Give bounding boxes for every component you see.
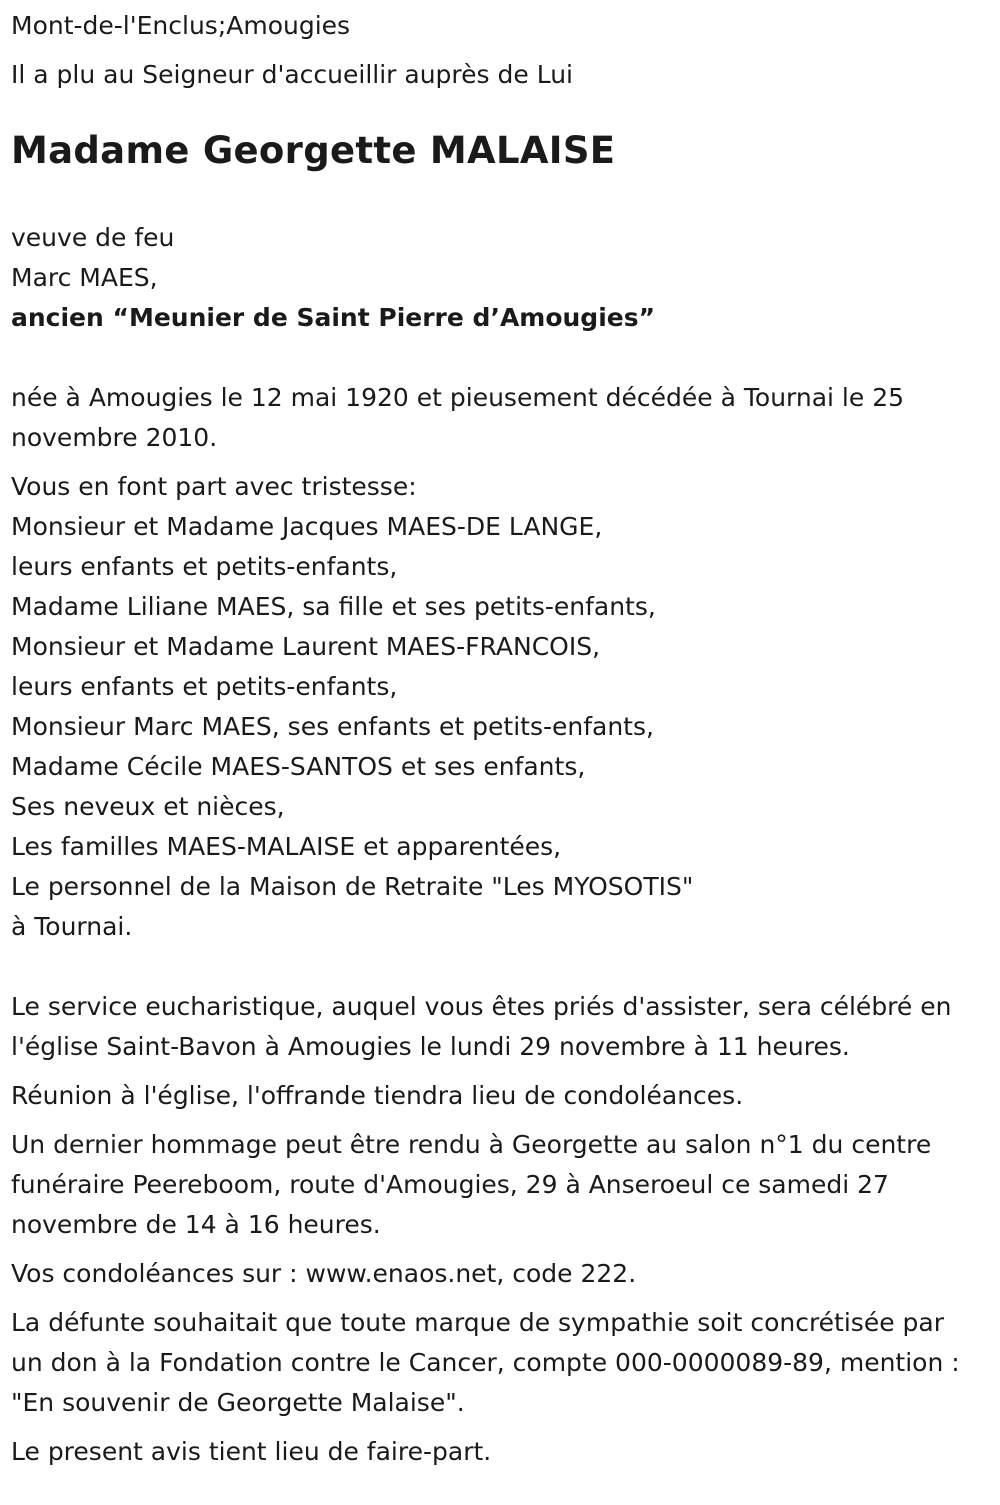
- announce-line: Vous en font part avec tristesse:: [11, 472, 417, 501]
- hommage-paragraph: Un dernier hommage peut être rendu à Georgette au salon n°1 du centre funéraire Peereboom, route d'Amougies, 29 à Anseroeul ce samedi 27 novembre de 14 à 16 heures.: [11, 1130, 932, 1239]
- donation-paragraph: La défunte souhaitait que toute marque de sympathie soit concrétisée par un don à la Fondation contre le Cancer, compte 000-0000089-89, mention : "En souvenir de Georgette Malaise".: [11, 1308, 960, 1417]
- family-line: leurs enfants et petits-enfants,: [11, 672, 398, 701]
- intro-line: Il a plu au Seigneur d'accueillir auprès de Lui: [11, 60, 573, 89]
- location-line: Mont-de-l'Enclus;Amougies: [11, 11, 351, 40]
- closing-paragraph: Le present avis tient lieu de faire-part.: [11, 1437, 492, 1466]
- family-line: Les familles MAES-MALAISE et apparentées,: [11, 832, 562, 861]
- condolences-paragraph: Vos condoléances sur : www.enaos.net, code 222.: [11, 1259, 637, 1288]
- husband-name-line: Marc MAES,: [11, 263, 158, 292]
- family-line: Madame Cécile MAES-SANTOS et ses enfants,: [11, 752, 586, 781]
- family-line: Monsieur Marc MAES, ses enfants et petits-enfants,: [11, 712, 654, 741]
- family-line: Madame Liliane MAES, sa fille et ses petits-enfants,: [11, 592, 656, 621]
- family-line: leurs enfants et petits-enfants,: [11, 552, 398, 581]
- reunion-paragraph: Réunion à l'église, l'offrande tiendra lieu de condoléances.: [11, 1081, 744, 1110]
- family-line: Monsieur et Madame Laurent MAES-FRANCOIS,: [11, 632, 601, 661]
- family-list: [11, 507, 975, 947]
- family-line: à Tournai.: [11, 912, 133, 941]
- family-line: Monsieur et Madame Jacques MAES-DE LANGE,: [11, 512, 603, 541]
- widow-block: [11, 218, 975, 338]
- family-line: Ses neveux et nièces,: [11, 792, 285, 821]
- service-paragraph: Le service eucharistique, auquel vous êtes priés d'assister, sera célébré en l'église Saint-Bavon à Amougies le lundi 29 novembre à 11 heures.: [11, 992, 952, 1061]
- widow-of-line: veuve de feu: [11, 223, 175, 252]
- birth-death-paragraph: née à Amougies le 12 mai 1920 et pieusement décédée à Tournai le 25 novembre 2010.: [11, 383, 905, 452]
- deceased-name: Madame Georgette MALAISE: [11, 129, 616, 172]
- husband-title-line: ancien “Meunier de Saint Pierre d’Amougies”: [11, 303, 656, 332]
- family-line: Le personnel de la Maison de Retraite "Les MYOSOTIS": [11, 872, 694, 901]
